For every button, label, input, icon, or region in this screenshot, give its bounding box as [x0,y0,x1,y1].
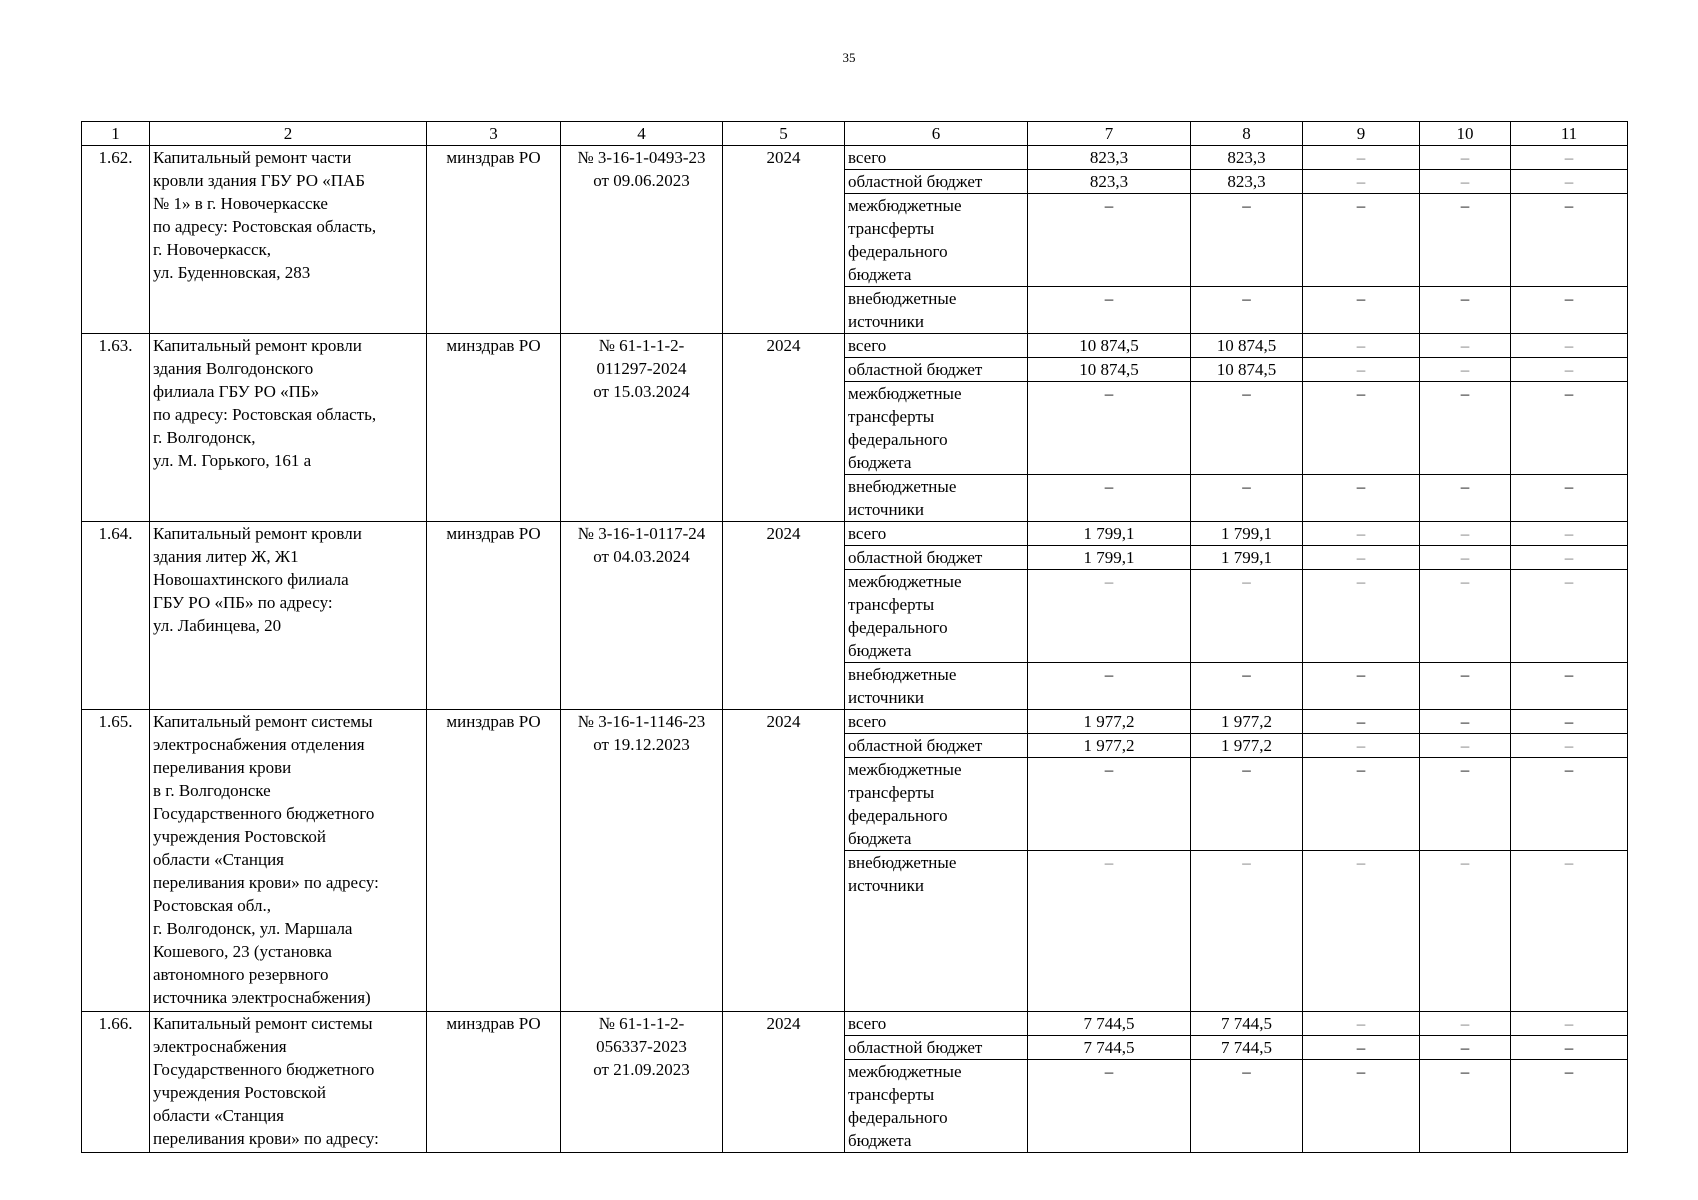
funding-value-col10: – [1420,1036,1511,1060]
funding-value-col9: – [1303,663,1420,710]
funding-value-col9: – [1303,1060,1420,1153]
funding-value-col11: – [1511,570,1628,663]
text-line: филиала ГБУ РО «ПБ» [153,382,320,401]
column-header: 3 [427,122,561,146]
funding-value-col8: – [1191,382,1303,475]
text-line: Капитальный ремонт части [153,148,352,167]
text-line: учреждения Ростовской [153,1083,326,1102]
row-executor: минздрав РО [427,710,561,1012]
funding-value-col11: – [1511,546,1628,570]
text-line: межбюджетные [848,196,962,215]
funding-value-col10: – [1420,546,1511,570]
text-line: бюджета [848,1131,912,1150]
column-header: 7 [1028,122,1191,146]
text-line: федерального [848,1108,948,1127]
funding-value-col9: – [1303,358,1420,382]
funding-value-col11: – [1511,170,1628,194]
funding-source-extra [845,663,1028,710]
row-number: 1.66. [82,1012,150,1153]
row-year: 2024 [723,146,845,334]
funding-value-col10: – [1420,475,1511,522]
funding-value-col11: – [1511,1012,1628,1036]
table-row [82,1012,1628,1036]
text-line: электроснабжения [153,1037,287,1056]
row-document [561,146,723,334]
text-line: ул. Буденновская, 283 [153,263,311,282]
funding-value-col11: – [1511,475,1628,522]
text-line: источники [848,876,925,895]
funding-value-col9: – [1303,146,1420,170]
row-year: 2024 [723,334,845,522]
funding-value-col10: – [1420,710,1511,734]
funding-value-col9: – [1303,710,1420,734]
text-line: по адресу: Ростовская область, [153,217,377,236]
funding-value-col10: – [1420,1060,1511,1153]
funding-value-col8: – [1191,758,1303,851]
funding-value-col10: – [1420,287,1511,334]
text-line: внебюджетные [848,289,957,308]
column-header: 11 [1511,122,1628,146]
funding-value-col10: – [1420,1012,1511,1036]
text-line: межбюджетные [848,1062,962,1081]
text-line: Ростовская обл., [153,896,272,915]
funding-value-col8: – [1191,851,1303,1012]
funding-value-col9: – [1303,546,1420,570]
funding-source-federal [845,758,1028,851]
text-line: от 04.03.2024 [593,547,690,566]
funding-source-regional: областной бюджет [845,1036,1028,1060]
row-document [561,334,723,522]
text-line: внебюджетные [848,665,957,684]
row-number: 1.65. [82,710,150,1012]
funding-value-col7: 10 874,5 [1028,334,1191,358]
text-line: бюджета [848,265,912,284]
funding-value-col11: – [1511,758,1628,851]
funding-value-col11: – [1511,1060,1628,1153]
text-line: № 3-16-1-0117-24 [577,524,706,543]
text-line: внебюджетные [848,853,957,872]
funding-value-col11: – [1511,146,1628,170]
row-executor: минздрав РО [427,522,561,710]
funding-value-col11: – [1511,194,1628,287]
funding-value-col7: 10 874,5 [1028,358,1191,382]
row-year: 2024 [723,522,845,710]
funding-value-col8: 1 977,2 [1191,710,1303,734]
funding-value-col9: – [1303,522,1420,546]
text-line: внебюджетные [848,477,957,496]
funding-source-total: всего [845,334,1028,358]
funding-value-col11: – [1511,382,1628,475]
text-line: межбюджетные [848,384,962,403]
text-line: автономного резервного [153,965,329,984]
funding-value-col7: – [1028,194,1191,287]
row-document [561,522,723,710]
row-executor: минздрав РО [427,334,561,522]
funding-value-col8: – [1191,1060,1303,1153]
text-line: Капитальный ремонт системы [153,1014,373,1033]
funding-source-total: всего [845,1012,1028,1036]
text-line: ул. Лабинцева, 20 [153,616,282,635]
table-row [82,334,1628,358]
text-line: Капитальный ремонт системы [153,712,373,731]
funding-source-regional: областной бюджет [845,546,1028,570]
funding-value-col9: – [1303,734,1420,758]
funding-value-col8: 1 977,2 [1191,734,1303,758]
funding-value-col11: – [1511,663,1628,710]
funding-value-col10: – [1420,382,1511,475]
text-line: источники [848,688,925,707]
funding-value-col8: 823,3 [1191,170,1303,194]
text-line: от 19.12.2023 [593,735,690,754]
text-line: ул. М. Горького, 161 а [153,451,312,470]
text-line: Государственного бюджетного [153,804,375,823]
funding-value-col8: 823,3 [1191,146,1303,170]
funding-value-col7: – [1028,475,1191,522]
funding-value-col9: – [1303,170,1420,194]
text-line: федерального [848,242,948,261]
row-description [150,522,427,710]
page-number: 35 [842,50,856,65]
text-line: Кошевого, 23 (установка [153,942,332,961]
funding-source-total: всего [845,146,1028,170]
funding-value-col8: – [1191,475,1303,522]
text-line: Капитальный ремонт кровли [153,336,362,355]
table-body [82,146,1628,1153]
row-year: 2024 [723,710,845,1012]
funding-value-col10: – [1420,522,1511,546]
funding-value-col9: – [1303,1036,1420,1060]
budget-table [81,121,1628,1153]
funding-source-regional: областной бюджет [845,358,1028,382]
funding-value-col9: – [1303,475,1420,522]
funding-value-col11: – [1511,287,1628,334]
funding-value-col10: – [1420,334,1511,358]
row-year: 2024 [723,1012,845,1153]
column-number-row [82,122,1628,146]
text-line: здания литер Ж, Ж1 [153,547,299,566]
funding-value-col7: 7 744,5 [1028,1036,1191,1060]
text-line: г. Новочеркасск, [153,240,272,259]
funding-value-col8: 1 799,1 [1191,522,1303,546]
funding-value-col7: – [1028,851,1191,1012]
text-line: межбюджетные [848,572,962,591]
column-header: 9 [1303,122,1420,146]
funding-value-col7: – [1028,663,1191,710]
funding-value-col7: 1 799,1 [1028,546,1191,570]
funding-value-col9: – [1303,382,1420,475]
funding-value-col7: – [1028,287,1191,334]
funding-value-col8: 7 744,5 [1191,1012,1303,1036]
funding-value-col7: – [1028,758,1191,851]
text-line: трансферты [848,595,935,614]
funding-value-col8: – [1191,287,1303,334]
text-line: источника электроснабжения) [153,988,371,1007]
text-line: 011297-2024 [596,359,687,378]
text-line: здания Волгодонского [153,359,314,378]
funding-value-col10: – [1420,758,1511,851]
text-line: переливания крови [153,758,292,777]
text-line: переливания крови» по адресу: [153,1129,379,1148]
text-line: трансферты [848,407,935,426]
funding-value-col11: – [1511,710,1628,734]
column-header: 2 [150,122,427,146]
text-line: № 61-1-1-2- [598,336,685,355]
funding-value-col7: 1 799,1 [1028,522,1191,546]
funding-value-col11: – [1511,851,1628,1012]
funding-value-col9: – [1303,758,1420,851]
text-line: источники [848,500,925,519]
funding-source-regional: областной бюджет [845,170,1028,194]
text-line: электроснабжения отделения [153,735,365,754]
funding-value-col8: – [1191,663,1303,710]
column-header: 10 [1420,122,1511,146]
text-line: бюджета [848,829,912,848]
funding-value-col7: 1 977,2 [1028,710,1191,734]
table-row [82,710,1628,734]
row-executor: минздрав РО [427,146,561,334]
text-line: бюджета [848,641,912,660]
table-row [82,522,1628,546]
funding-source-federal [845,1060,1028,1153]
funding-value-col8: – [1191,194,1303,287]
column-header: 1 [82,122,150,146]
funding-value-col7: – [1028,382,1191,475]
text-line: переливания крови» по адресу: [153,873,379,892]
text-line: источники [848,312,925,331]
funding-value-col10: – [1420,194,1511,287]
text-line: в г. Волгодонске [153,781,271,800]
funding-value-col11: – [1511,1036,1628,1060]
text-line: № 3-16-1-0493-23 [577,148,706,167]
row-description [150,1012,427,1153]
table-row [82,146,1628,170]
funding-source-extra [845,851,1028,1012]
row-description [150,146,427,334]
funding-value-col10: – [1420,358,1511,382]
text-line: г. Волгодонск, [153,428,256,447]
funding-source-total: всего [845,710,1028,734]
funding-value-col7: 1 977,2 [1028,734,1191,758]
column-header: 5 [723,122,845,146]
text-line: федерального [848,618,948,637]
funding-value-col11: – [1511,734,1628,758]
funding-value-col7: 7 744,5 [1028,1012,1191,1036]
text-line: Государственного бюджетного [153,1060,375,1079]
funding-value-col7: 823,3 [1028,170,1191,194]
text-line: трансферты [848,1085,935,1104]
funding-value-col9: – [1303,334,1420,358]
funding-value-col10: – [1420,570,1511,663]
funding-source-federal [845,570,1028,663]
text-line: по адресу: Ростовская область, [153,405,377,424]
funding-value-col10: – [1420,851,1511,1012]
funding-value-col7: – [1028,570,1191,663]
text-line: бюджета [848,453,912,472]
funding-value-col9: – [1303,1012,1420,1036]
funding-value-col10: – [1420,170,1511,194]
funding-source-regional: областной бюджет [845,734,1028,758]
text-line: Капитальный ремонт кровли [153,524,362,543]
funding-source-total: всего [845,522,1028,546]
funding-value-col10: – [1420,734,1511,758]
column-header: 4 [561,122,723,146]
funding-value-col8: 10 874,5 [1191,358,1303,382]
funding-source-extra [845,475,1028,522]
text-line: федерального [848,806,948,825]
funding-value-col10: – [1420,146,1511,170]
text-line: г. Волгодонск, ул. Маршала [153,919,353,938]
text-line: области «Станция [153,1106,284,1125]
text-line: Новошахтинского филиала [153,570,349,589]
row-document [561,1012,723,1153]
row-number: 1.63. [82,334,150,522]
text-line: трансферты [848,783,935,802]
funding-source-extra [845,287,1028,334]
text-line: № 61-1-1-2- [598,1014,685,1033]
row-description [150,710,427,1012]
text-line: 056337-2023 [596,1037,687,1056]
funding-value-col9: – [1303,570,1420,663]
text-line: ГБУ РО «ПБ» по адресу: [153,593,333,612]
text-line: № 3-16-1-1146-23 [577,712,706,731]
funding-value-col7: 823,3 [1028,146,1191,170]
funding-value-col8: – [1191,570,1303,663]
row-number: 1.62. [82,146,150,334]
row-number: 1.64. [82,522,150,710]
funding-value-col9: – [1303,287,1420,334]
funding-value-col8: 1 799,1 [1191,546,1303,570]
funding-value-col9: – [1303,851,1420,1012]
text-line: кровли здания ГБУ РО «ПАБ [153,171,366,190]
funding-value-col10: – [1420,663,1511,710]
column-header: 6 [845,122,1028,146]
text-line: от 21.09.2023 [593,1060,690,1079]
row-description [150,334,427,522]
funding-value-col11: – [1511,522,1628,546]
text-line: области «Станция [153,850,284,869]
row-executor: минздрав РО [427,1012,561,1153]
text-line: федерального [848,430,948,449]
text-line: от 09.06.2023 [593,171,690,190]
funding-value-col11: – [1511,334,1628,358]
funding-value-col8: 10 874,5 [1191,334,1303,358]
funding-value-col7: – [1028,1060,1191,1153]
text-line: № 1» в г. Новочеркасске [153,194,328,213]
text-line: межбюджетные [848,760,962,779]
funding-value-col9: – [1303,194,1420,287]
funding-source-federal [845,194,1028,287]
column-header: 8 [1191,122,1303,146]
text-line: учреждения Ростовской [153,827,326,846]
text-line: трансферты [848,219,935,238]
funding-value-col8: 7 744,5 [1191,1036,1303,1060]
funding-value-col11: – [1511,358,1628,382]
row-document [561,710,723,1012]
funding-source-federal [845,382,1028,475]
text-line: от 15.03.2024 [593,382,690,401]
